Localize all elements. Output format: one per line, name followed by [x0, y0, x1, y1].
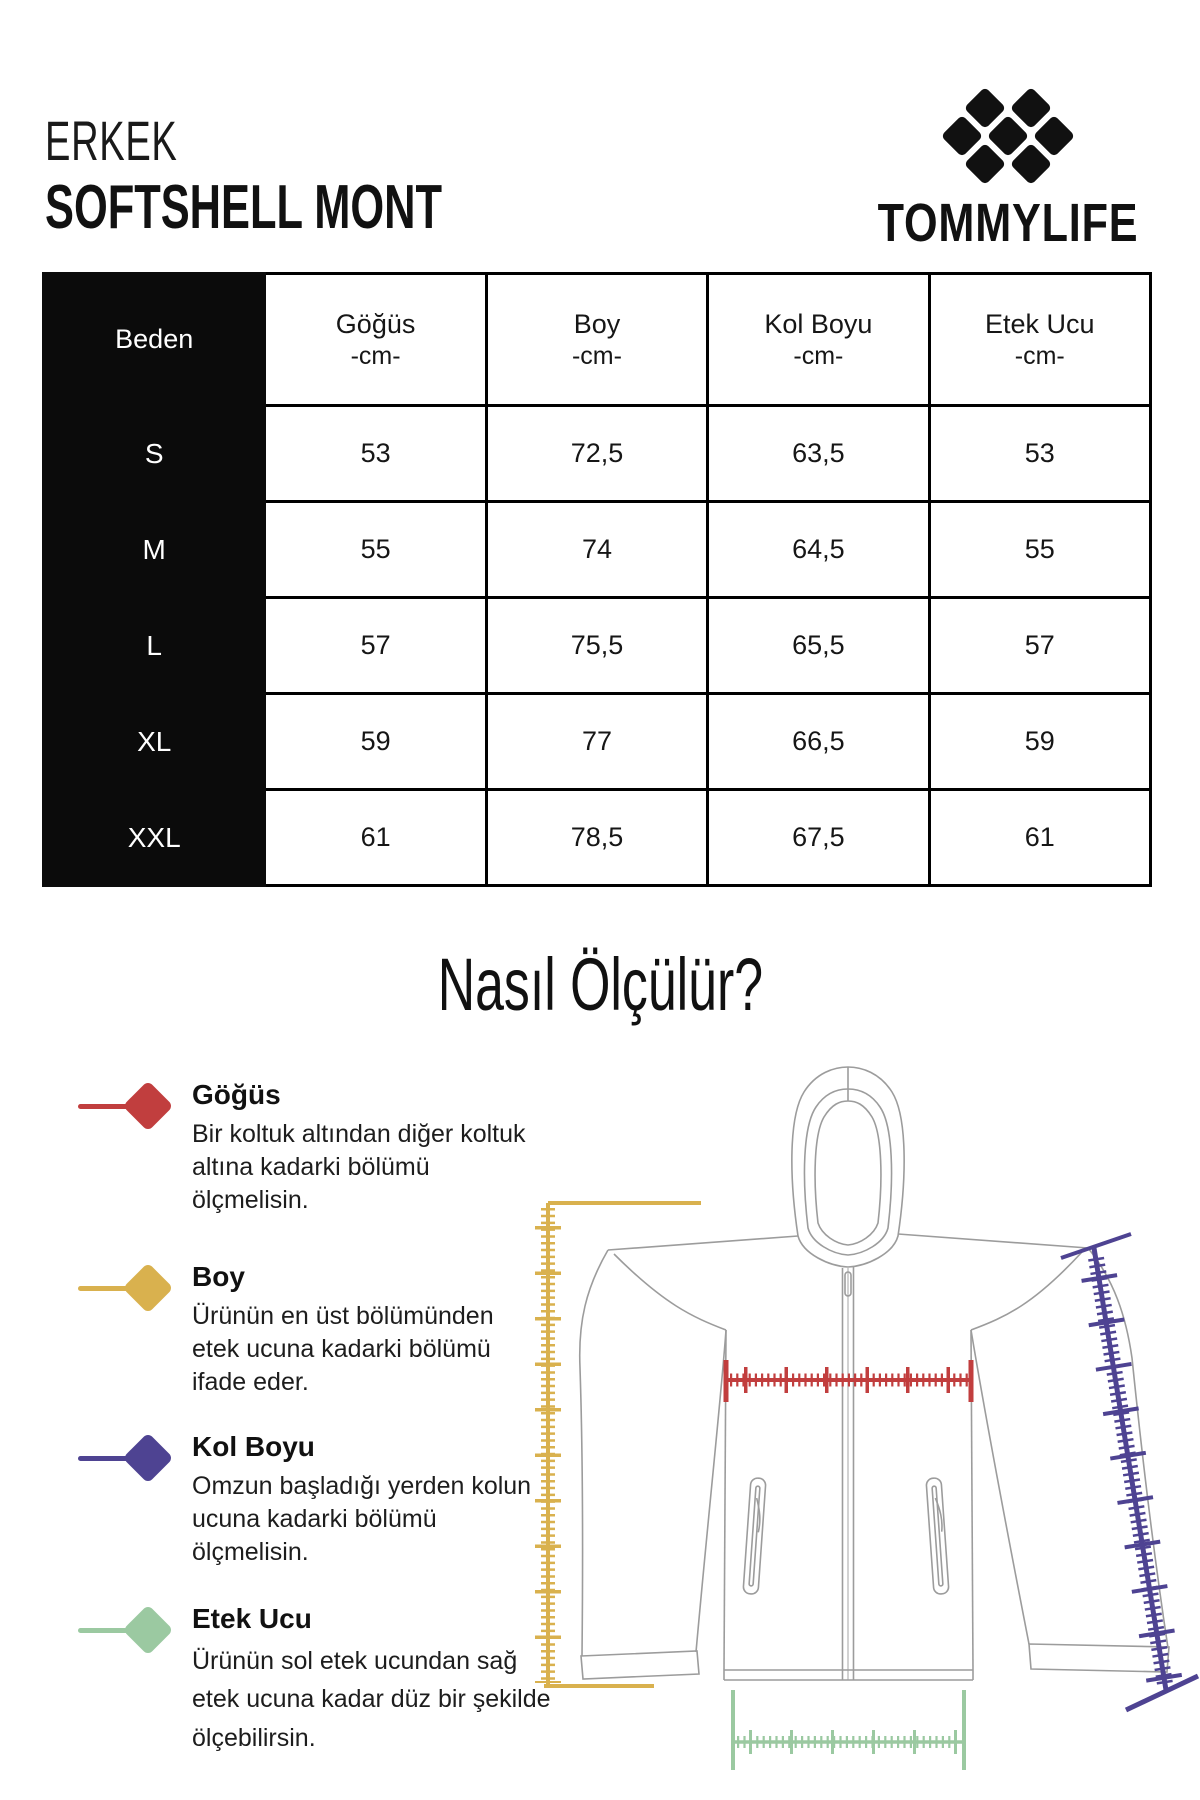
table-row-xl — [44, 694, 1151, 790]
size-table-header-row — [44, 274, 1151, 406]
column-header-kol-boyu: Kol Boyu -cm- — [708, 274, 929, 406]
value-cell: 57 — [929, 598, 1150, 694]
value-cell: 59 — [929, 694, 1150, 790]
value-cell: 75,5 — [486, 598, 707, 694]
category-label: ERKEK — [45, 109, 178, 172]
value-cell: 66,5 — [708, 694, 929, 790]
legend-description: Ürünün en üst bölümünden etek ucuna kadarki bölümü ifade eder. — [192, 1301, 494, 1396]
legend-item-kol-boyu — [78, 1430, 532, 1569]
product-title: SOFTSHELL MONT — [45, 173, 443, 242]
legend-description: Omzun başladığı yerden kolun ucuna kadarki bölümü ölçmelisin. — [192, 1471, 532, 1566]
value-cell: 78,5 — [486, 790, 707, 886]
column-header-gogus: Göğüs -cm- — [265, 274, 486, 406]
table-row-xxl — [44, 790, 1151, 886]
table-row-m — [44, 502, 1151, 598]
value-cell: 67,5 — [708, 790, 929, 886]
size-cell: XXL — [44, 790, 265, 886]
jacket-measure-diagram — [486, 1058, 1200, 1800]
column-header-etek-ucu: Etek Ucu -cm- — [929, 274, 1150, 406]
length-measure-line — [544, 1203, 701, 1686]
value-cell: 53 — [265, 406, 486, 502]
brand-block — [868, 86, 1148, 254]
size-table — [42, 272, 1152, 887]
brand-logo-diamonds-icon — [933, 86, 1083, 186]
value-cell: 74 — [486, 502, 707, 598]
value-cell: 55 — [929, 502, 1150, 598]
value-cell: 57 — [265, 598, 486, 694]
value-cell: 61 — [929, 790, 1150, 886]
size-cell: S — [44, 406, 265, 502]
legend-description: Bir koltuk altından diğer koltuk altına kadarki bölümü ölçmelisin. — [192, 1119, 526, 1214]
legend-name: Boy — [192, 1261, 245, 1292]
sleeve-measure-line — [1061, 1234, 1198, 1710]
value-cell: 61 — [265, 790, 486, 886]
column-header-boy: Boy -cm- — [486, 274, 707, 406]
value-cell: 65,5 — [708, 598, 929, 694]
chest-measure-line — [726, 1360, 971, 1402]
legend-name: Kol Boyu — [192, 1431, 315, 1462]
value-cell: 64,5 — [708, 502, 929, 598]
how-to-measure-title: Nasıl Ölçülür? — [437, 943, 763, 1026]
size-cell: M — [44, 502, 265, 598]
legend-description: Ürünün sol etek ucundan sağ etek ucuna kadar düz bir şekilde ölçebilirsin. — [192, 1646, 551, 1753]
value-cell: 63,5 — [708, 406, 929, 502]
hem-measure-line — [733, 1690, 964, 1770]
diamond-icon — [123, 1263, 174, 1314]
sleeve-measure-icon — [78, 1436, 188, 1480]
legend-item-etek-ucu — [78, 1602, 551, 1758]
hem-measure-icon — [78, 1608, 188, 1652]
chest-measure-icon — [78, 1084, 188, 1128]
length-measure-icon — [78, 1266, 188, 1310]
table-row-s — [44, 406, 1151, 502]
table-row-l — [44, 598, 1151, 694]
legend-name: Etek Ucu — [192, 1603, 312, 1634]
brand-name: TOMMYLIFE — [877, 193, 1139, 253]
legend-item-gogus — [78, 1078, 526, 1217]
value-cell: 55 — [265, 502, 486, 598]
value-cell: 53 — [929, 406, 1150, 502]
size-cell: L — [44, 598, 265, 694]
column-header-beden: Beden — [44, 274, 265, 406]
value-cell: 59 — [265, 694, 486, 790]
diamond-icon — [123, 1433, 174, 1484]
value-cell: 72,5 — [486, 406, 707, 502]
size-cell: XL — [44, 694, 265, 790]
diamond-icon — [123, 1081, 174, 1132]
diamond-icon — [123, 1605, 174, 1656]
legend-name: Göğüs — [192, 1079, 281, 1110]
value-cell: 77 — [486, 694, 707, 790]
legend-item-boy — [78, 1260, 494, 1399]
